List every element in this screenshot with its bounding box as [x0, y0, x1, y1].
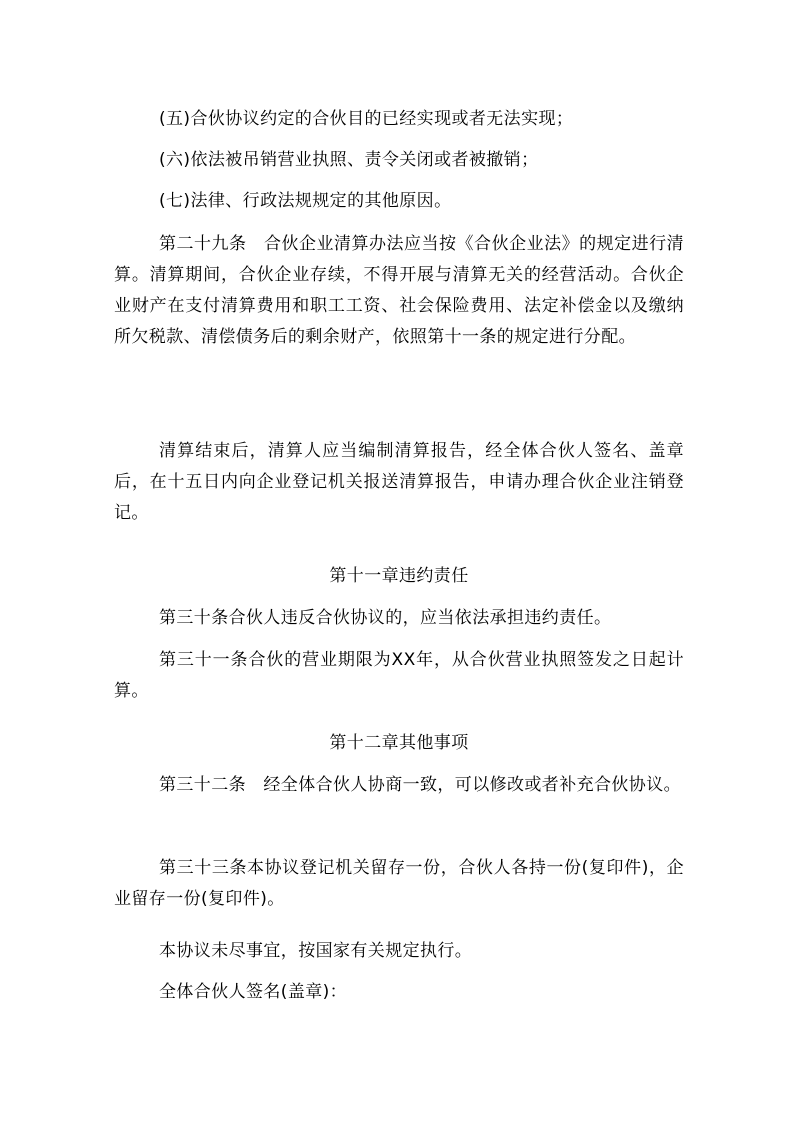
- article-32: 第三十二条 经全体合伙人协商一致，可以修改或者补充合伙协议。: [159, 775, 681, 795]
- clause-item-5: (五)合伙协议约定的合伙目的已经实现或者无法实现；: [159, 109, 574, 129]
- article-30: 第三十条合伙人违反合伙协议的，应当依法承担违约责任。: [159, 608, 612, 628]
- article-33: 第三十三条本协议登记机关留存一份，合伙人各持一份(复印件)，企业留存一份(复印件)。: [114, 858, 684, 909]
- chapter-12-heading: 第十二章其他事项: [329, 733, 469, 753]
- signature-line: 全体合伙人签名(盖章)：: [159, 982, 348, 1002]
- chapter-11-heading: 第十一章违约责任: [329, 566, 469, 586]
- article-29-paragraph-2: 清算结束后，清算人应当编制清算报告，经全体合伙人签名、盖章后，在十五日内向企业登记机关报送清算报告，申请办理合伙企业注销登记。: [114, 441, 684, 523]
- article-31: 第三十一条合伙的营业期限为XX年，从合伙营业执照签发之日起计算。: [114, 650, 684, 701]
- article-29: 第二十九条 合伙企业清算办法应当按《合伙企业法》的规定进行清算。清算期间，合伙企业存续，不得开展与清算无关的经营活动。合伙企业财产在支付清算费用和职工工资、社会保险费用、法定补偿金以及缴纳所欠税款、清偿债务后的剩余财产，依照第十一条的规定进行分配。: [114, 234, 684, 347]
- clause-item-6: (六)依法被吊销营业执照、责令关闭或者被撤销；: [159, 150, 539, 170]
- clause-item-7: (七)法律、行政法规规定的其他原因。: [159, 191, 452, 211]
- closing-statement: 本协议未尽事宜，按国家有关规定执行。: [159, 941, 473, 961]
